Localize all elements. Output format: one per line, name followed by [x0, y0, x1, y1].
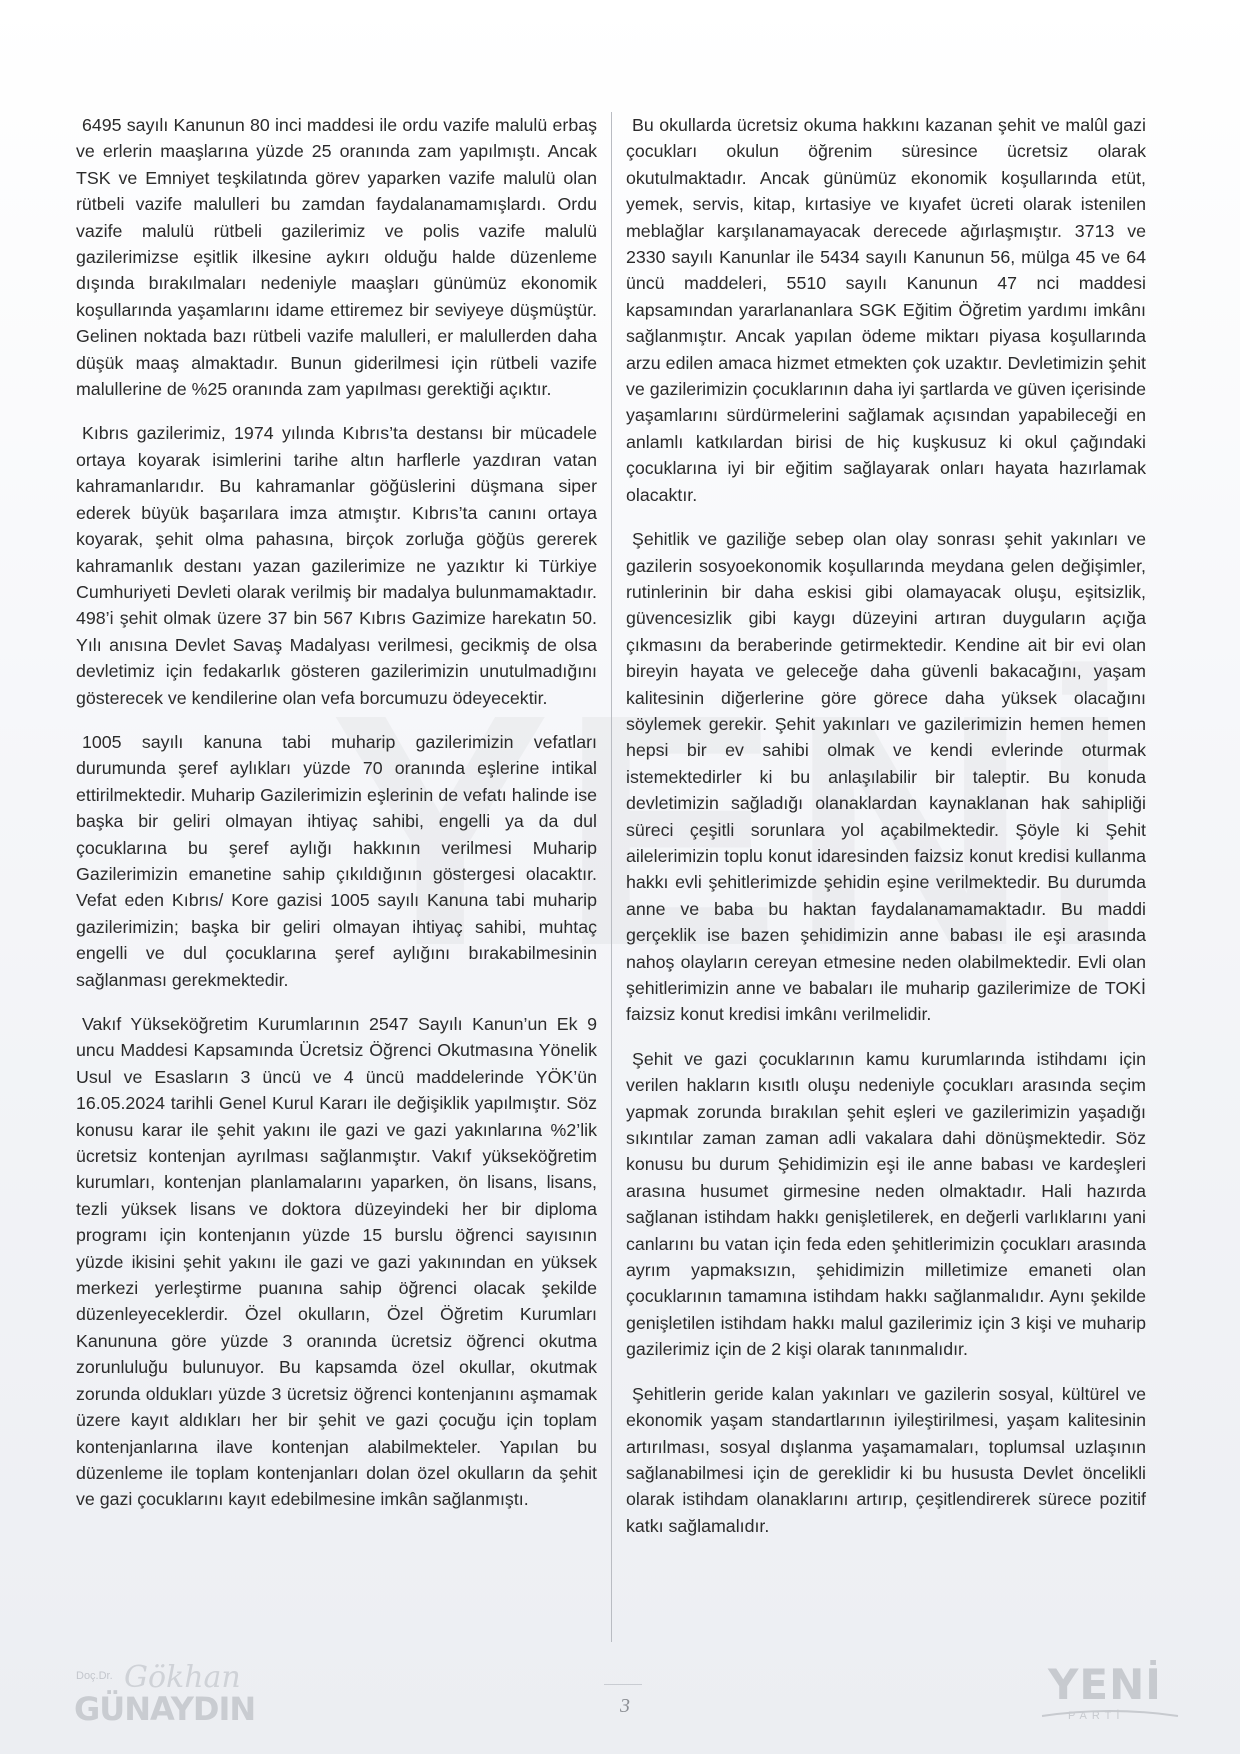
paragraph: Bu okullarda ücretsiz okuma hakkını kazanan şehit ve malûl gazi çocukları okulun öğrenim süresince ücretsiz olarak okutulmaktadır. Ancak günümüz ekonomik koşullarında etüt, yemek, servis, kitap, kırtasiye ve kıyafet ücreti olarak istenilen meblağlar karşılanamayacak derecede ağırlaşmıştır. 3713 ve 2330 sayılı Kanunlar ile 5434 sayılı Kanunun 56, mülga 45 ve 64 üncü maddeleri, 5510 sayılı Kanunun 47 nci maddesi kapsamından yararlananlara SGK Eğitim Öğretim yardımı imkânı sağlanmıştır. Ancak yapılan ödeme miktarı piyasa koşullarında arzu edilen amaca hizmet etmekten çok uzaktır. Devletimizin şehit ve gazilerimizin çocuklarının daha iyi şartlarda ve güven içerisinde yaşamlarını sürdürmelerini sağlamak açısından yapabileceği en anlamlı katkılardan birisi de hiç kuşkusuz ki okul çağındaki çocuklarına iyi bir eğitim sağlayarak onları hayata hazırlamak olacaktır.	[626, 115, 1146, 505]
paragraph: Şehitlerin geride kalan yakınları ve gazilerin sosyal, kültürel ve ekonomik yaşam standartlarının iyileştirilmesi, yaşam kalitesinin artırılması, sosyal dışlanma yaşamamaları, toplumsal uzlaşının sağlanabilmesi için de gereklidir ki bu hususta Devlet öncelikli olarak istihdam olanaklarını artırıp, çeşitlendirerek sürece pozitif katkı sağlamalıdır.	[626, 1383, 1146, 1536]
party-logo-name: YENİ	[1048, 1660, 1162, 1709]
two-column-body	[76, 112, 1170, 1642]
paragraph: 6495 sayılı Kanunun 80 inci maddesi ile ordu vazife malulü erbaş ve erlerin maaşlarına yüzde 25 oranında zam yapılmıştı. Ancak TSK ve Emniyet teşkilatında görev yaparken vazife malulü olan rütbeli vazife malulleri bu zamdan faydalanamamışlardı. Ordu vazife malulü rütbeli gazilerimiz ve polis vazife malulü gazilerimizse eşitlik ilkesine aykırı olduğu halde düzenleme dışında bırakılmaları nedeniyle maaşları günümüz ekonomik koşullarında yaşamlarını idame ettiremez bir seviyeye düşmüştür. Gelinen noktada bazı rütbeli vazife malulleri, er malullerden daha düşük maaş almaktadır. Bunun giderilmesi için rütbeli vazife malullerine de %25 oranında zam yapılması gerektiği açıktır.	[76, 115, 597, 400]
page-number: 3	[620, 1695, 630, 1717]
party-logo-subtitle: PARTİ	[1068, 1710, 1125, 1722]
left-column	[76, 112, 611, 1642]
party-logo	[1040, 1660, 1180, 1730]
author-title: Doç.Dr.	[76, 1670, 113, 1682]
footer-divider	[604, 1684, 642, 1685]
author-last-name: GÜNAYDIN	[74, 1690, 256, 1728]
paragraph: 1005 sayılı kanuna tabi muharip gazilerimizin vefatları durumunda şeref aylıkları yüzde 70 oranında eşlerine intikal ettirilmektedir. Muharip Gazilerimizin eşlerinin de vefatı halinde ise başka bir geliri olmayan ihtiyaç sahibi, engelli ya da dul çocuklarına bu şeref aylığı hakkının verilmesi Muharip Gazilerimizin emanetine sahip çıkıldığının göstergesi olacaktır. Vefat eden Kıbrıs/ Kore gazisi 1005 sayılı Kanuna tabi muharip gazilerimizin; başka bir geliri olmayan ihtiyaç sahibi, muhtaç engelli ve dul çocuklarına şeref aylığını bırakabilmesinin sağlanması gerekmektedir.	[76, 731, 597, 990]
paragraph: Şehitlik ve gaziliğe sebep olan olay sonrası şehit yakınları ve gazilerin sosyoekonomik koşullarında meydana gelen değişimler, rutinlerinin bir daha eskisi gibi olamayacak oluşu, eşitsizlik, güvencesizlik gibi kaygı düzeyini artıran duyguların açığa çıkmasını da beraberinde getirmektedir. Kendine ait bir evi olan bireyin hayata ve geleceğe daha güvenli bakacağını, yaşam kalitesinin diğerlerine göre görece daha yüksek olacağını söylemek gerekir. Şehit yakınları ve gazilerimizin hemen hemen hepsi bir ev sahibi olmak ve kendi evlerinde oturmak istemektedirler ki bu anlaşılabilir bir taleptir. Bu konuda devletimizin sağladığı olanaklardan kaynaklanan hak sahipliği süreci çeşitli sorunlara yol açabilmektedir. Şöyle ki Şehit ailelerimizin toplu konut idaresinden faizsiz konut kredisi kullanma hakkı evli şehitlerimizde şehidin eşine verilmektedir. Bu durumda anne ve baba bu haktan faydalanamamaktadır. Bu maddi gerçeklik ise bazen şehidimizin anne babası ile eşi arasında nahoş olayların cereyan etmesine neden olabilmektedir. Evli olan şehitlerimizin anne ve babaları ile muharip gazilerimize de TOKİ faizsiz konut kredisi imkânı verilmelidir.	[626, 529, 1146, 1025]
paragraph: Şehit ve gazi çocuklarının kamu kurumlarında istihdamı için verilen hakların kısıtlı oluşu nedeniyle çocukları arasında seçim yapmak zorunda bırakılan şehit eşleri ve gazilerimizin yaşadığı sıkıntılar zaman zaman adli vakalara dahi dönüşmektedir. Söz konusu bu durum Şehidimizin eşi ile anne babası ve kardeşleri arasına husumet girmesine neden olmaktadır. Hali hazırda sağlanan istihdam hakkı genişletilerek, en değerli varlıklarını yani canlarını bu vatan için feda eden şehitlerimizin çocukları arasında ayrım yapmaksızın, şehidimizin milletimize emaneti olan çocuklarının tamamına istihdam hakkı sağlanmalıdır. Aynı şekilde genişletilen istihdam hakkı malul gazilerimiz için 3 kişi ve muharip gazilerimiz için de 2 kişi olarak tanınmalıdır.	[626, 1048, 1146, 1360]
author-signature-logo	[74, 1662, 264, 1732]
right-column	[611, 112, 1146, 1642]
paragraph: Vakıf Yükseköğretim Kurumlarının 2547 Sayılı Kanun’un Ek 9 uncu Maddesi Kapsamında Ücretsiz Öğrenci Okutmasına Yönelik Usul ve Esasların 3 üncü ve 4 üncü maddelerinde YÖK’ün 16.05.2024 tarihli Genel Kurul Kararı ile değişiklik yapılmıştır. Söz konusu karar ile şehit yakını ile gazi ve gazi yakınlarına %2’lik ücretsiz kontenjan ayrılması sağlanmıştır. Vakıf yükseköğretim kurumları, kontenjan planlamalarını yaparken, ön lisans, lisans, tezli yüksek lisans ve doktora düzeyindeki her bir diploma programı için kontenjanın yüzde 15 burslu öğrenci sayısının yüzde ikisini şehit yakını ile gazi ve gazi yakınından en yüksek merkezi yerleştirme puanına sahip öğrenci olacak şekilde düzenleyeceklerdir. Özel okulların, Özel Öğretim Kurumları Kanununa göre yüzde 3 oranında ücretsiz öğrenci okutma zorunluluğu bulunuyor. Bu kapsamda özel okullar, okutmak zorunda oldukları yüzde 3 ücretsiz öğrenci kontenjanını aşmamak üzere kayıt aldıkları her bir şehit ve gazi çocuğu için toplam kontenjanlarına ilave kontenjan alabilmekteler. Yapılan bu düzenleme ile toplam kontenjanları dolan özel okulların da şehit ve gazi çocuklarını kayıt edebilmesine imkân sağlanmıştı.	[76, 1014, 597, 1510]
paragraph: Kıbrıs gazilerimiz, 1974 yılında Kıbrıs’ta destansı bir mücadele ortaya koyarak isimlerini tarihe altın harflerle yazdıran vatan kahramanlarıdır. Bu kahramanlar göğüslerini düşmana siper ederek büyük başarılara imza atmıştır. Kıbrıs’ta canını ortaya koyarak, şehit olma pahasına, birçok zorluğa göğüs gererek kahramanlık destanı yazan gazilerimize ne yazıktır ki Türkiye Cumhuriyeti Devleti olarak verilmiş bir madalya bulunmamaktadır. 498’i şehit olmak üzere 37 bin 567 Kıbrıs Gazimize harekatın 50. Yılı anısına Devlet Savaş Madalyası verilmesi, gecikmiş de olsa devletimiz için fedakarlık gösteren gazilerimizin unutulmadığını gösterecek ve kendilerine olan vefa borcumuzu ödeyecektir.	[76, 423, 597, 708]
author-first-name: Gökhan	[124, 1660, 241, 1695]
